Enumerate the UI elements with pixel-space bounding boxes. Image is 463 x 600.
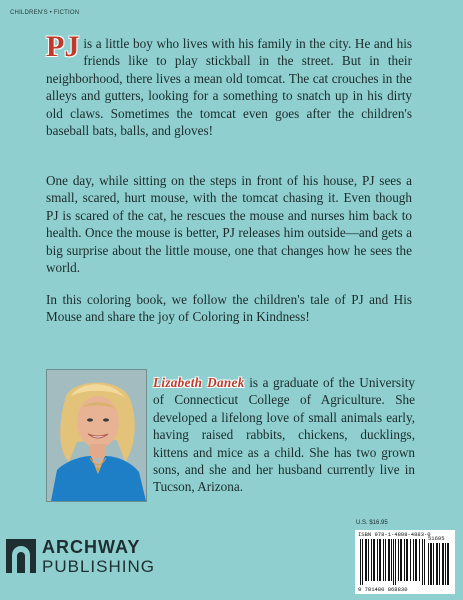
author-bio-text: is a graduate of the University of Connecticut College of Agriculture. She developed a lifelong love of small animals early, having raised rabbits, chickens, ducklings, kittens and mice as a child. She has two grown sons, and she and her husband currently live in Tucson, Arizona. <box>153 375 415 495</box>
publisher-logo <box>6 537 166 577</box>
category-label: CHILDREN'S • FICTION <box>10 10 80 16</box>
intro-paragraph-3: In this coloring book, we follow the children's tale of PJ and His Mouse and share the joy of Coloring in Kindness! <box>46 292 412 325</box>
author-photo <box>46 369 147 502</box>
intro-paragraph-1-text: is a little boy who lives with his family in the city. He and his friends like to play stickball in the street. But in their neighborhood, there lives a mean old tomcat. The cat crouches in the alleys and gutters, looking for a something to snatch up in his dirty old claws. Sometimes the tomcat even goes after the children's baseball bats, balls, and gloves! <box>46 36 412 139</box>
isbn-barcode <box>355 530 455 594</box>
author-name: Lizabeth Danek <box>153 375 245 390</box>
dropcap-pj: PJ <box>46 30 80 63</box>
barcode-bars-icon <box>360 539 450 585</box>
barcode-digits: 9 781480 868830 <box>358 586 408 593</box>
publisher-name-line-1: ARCHWAY <box>42 537 141 557</box>
barcode-digits-row <box>358 535 452 593</box>
barcode-addon: 51695 <box>428 535 445 542</box>
author-portrait-illustration <box>47 370 146 501</box>
intro-paragraph-2: One day, while sitting on the steps in front of his house, PJ sees a small, scared, hurt mouse, with the tomcat chasing it. Even though PJ is scared of the cat, he rescues the mouse and nurses him back to health. Once the mouse is better, PJ releases him outside—and gets a big surprise about the little mouse, one that changes how he sees the world. <box>46 173 412 276</box>
isbn-number: ISBN 978-1-4808-4883-0 <box>358 531 431 538</box>
price-label: U.S. $16.95 <box>356 520 388 526</box>
author-bio <box>153 374 415 496</box>
publisher-name-line-2: PUBLISHING <box>42 557 155 576</box>
intro-paragraph-1 <box>46 30 412 139</box>
archway-arch-icon <box>6 539 36 573</box>
